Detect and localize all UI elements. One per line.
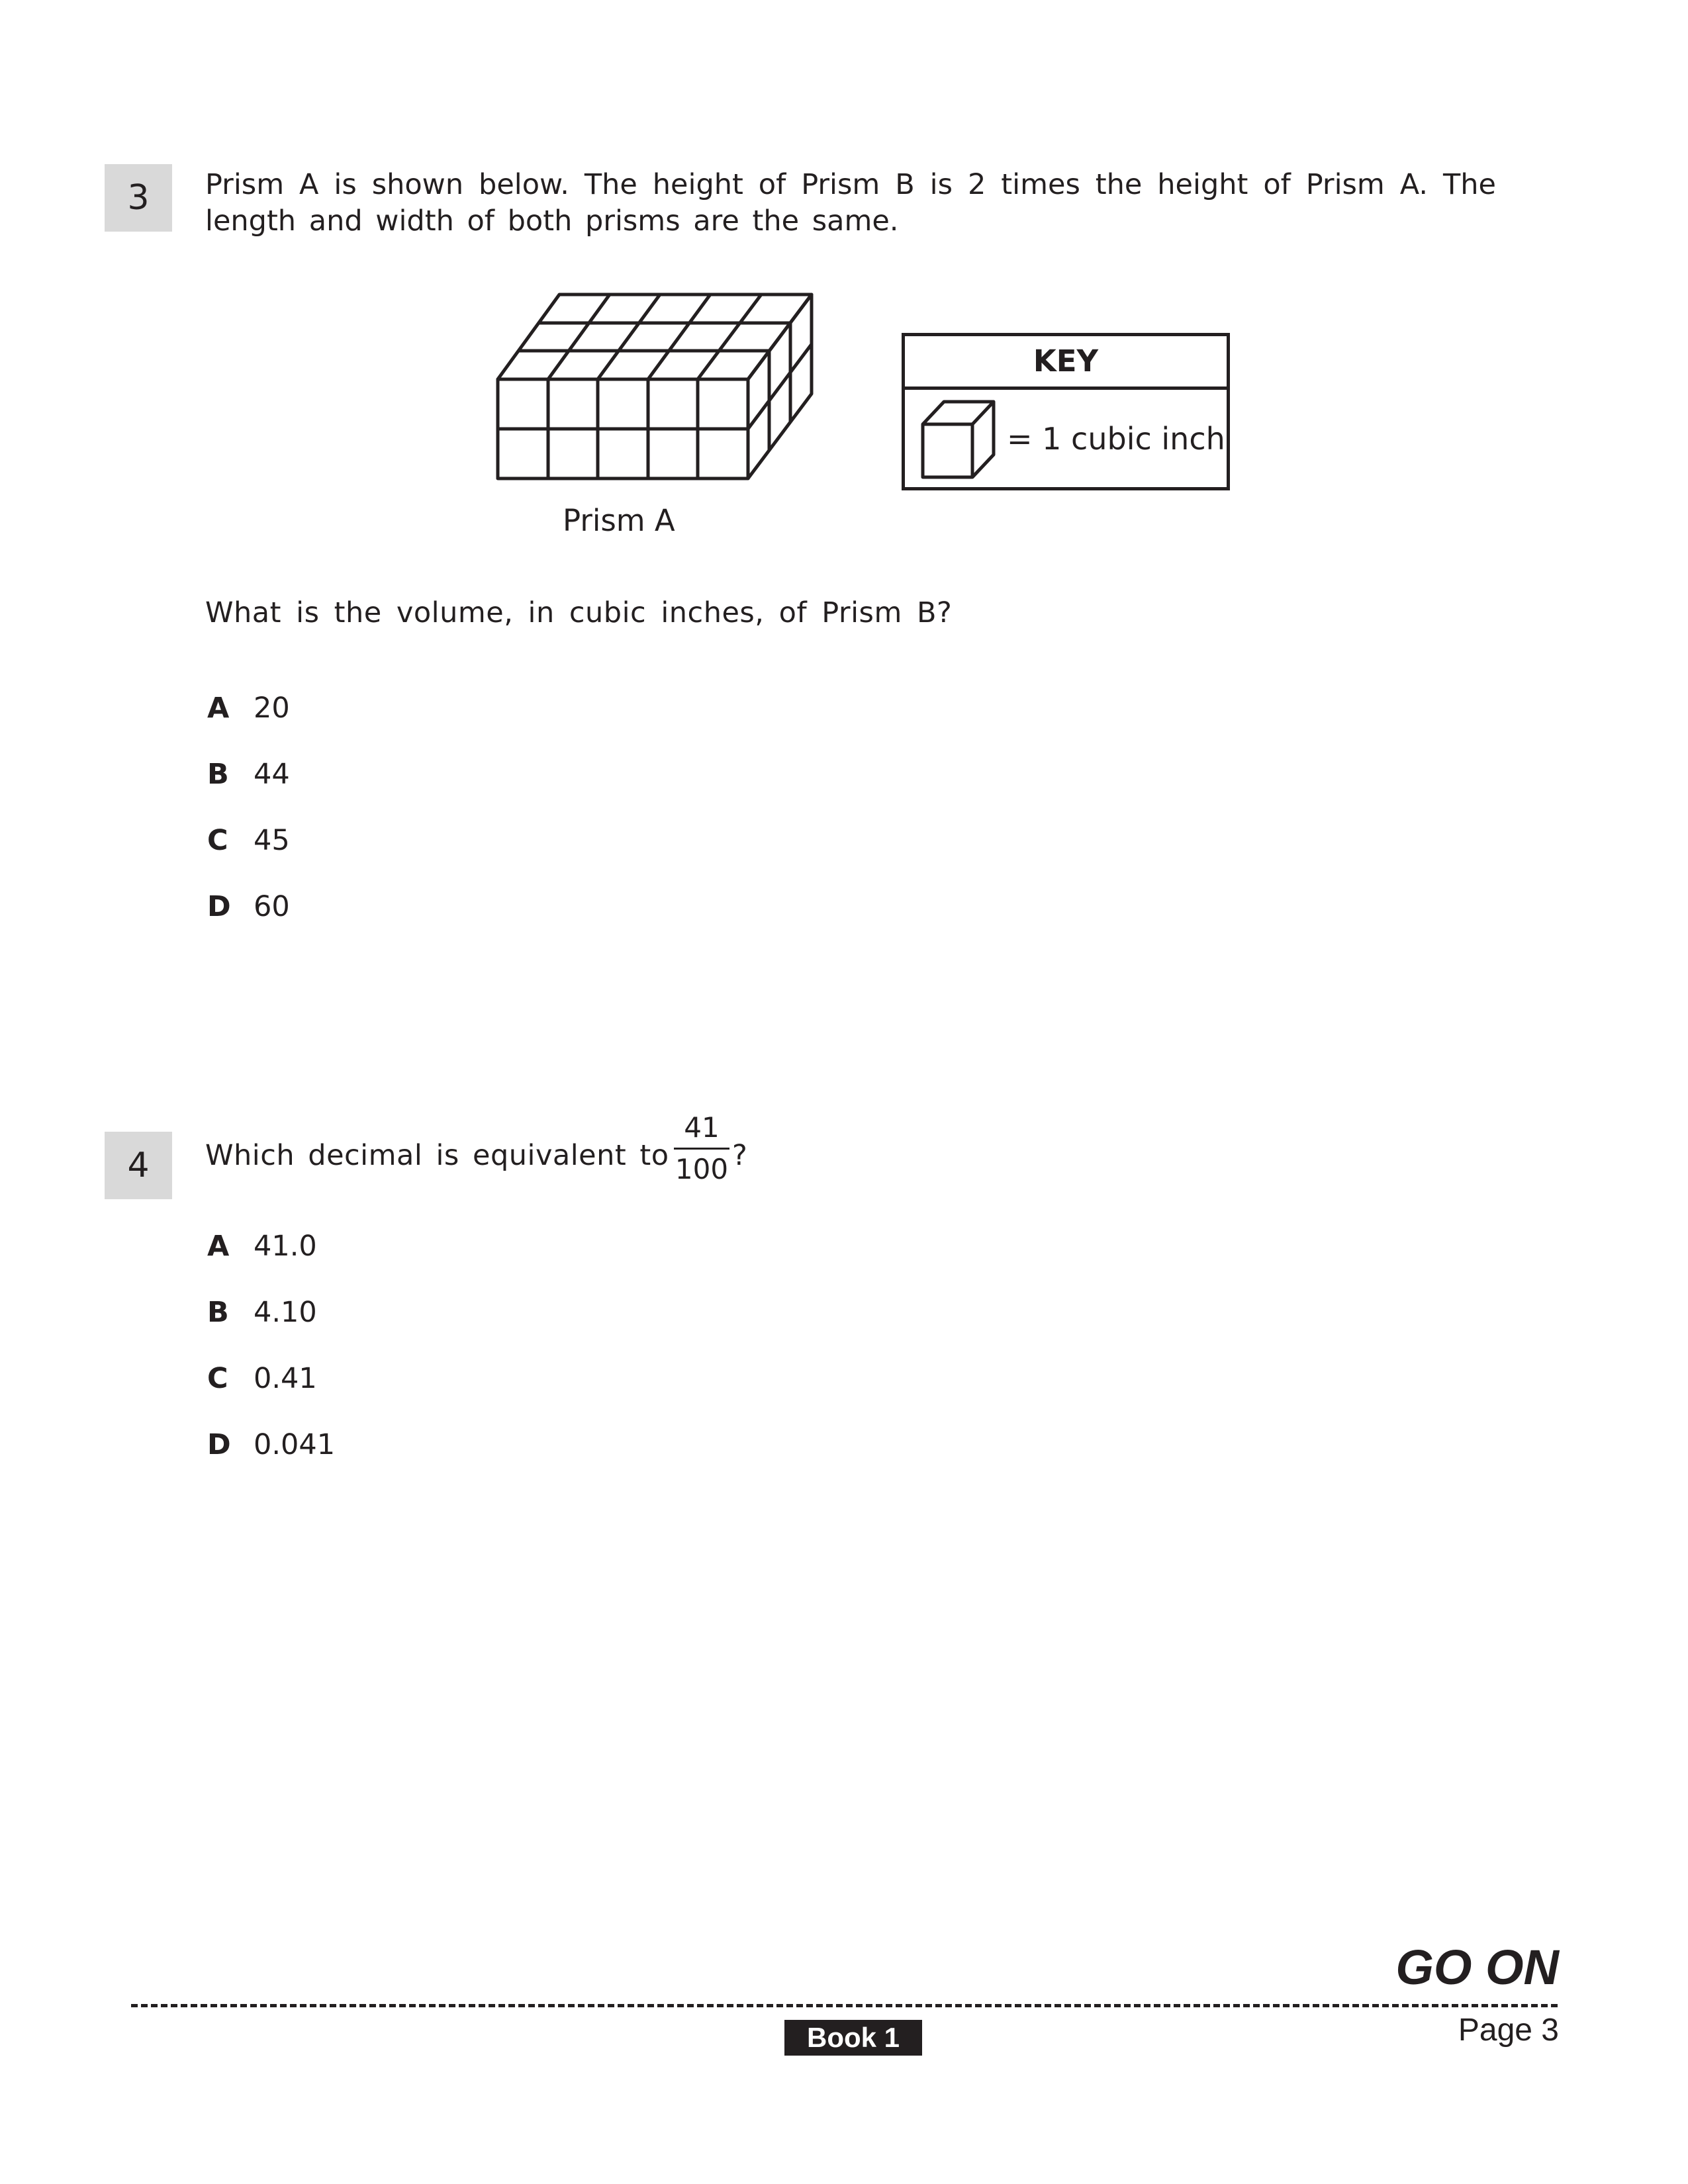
prism-a-caption: Prism A [563, 503, 675, 538]
q3-choice-d[interactable] [207, 888, 290, 925]
fraction-denominator: 100 [675, 1153, 729, 1185]
choice-letter: A [207, 1230, 230, 1263]
go-on-label: GO ON [1395, 1940, 1559, 1995]
choice-text: 41.0 [254, 1230, 317, 1263]
q4-choice-a[interactable] [207, 1228, 317, 1265]
choice-letter: B [207, 758, 229, 791]
choice-text: 0.41 [254, 1362, 317, 1395]
choice-text: 45 [254, 824, 290, 857]
key-text: = 1 cubic inch [1007, 421, 1225, 457]
question-3-stem-line-1: Prism A is shown below. The height of Prism B is 2 times the height of Prism A. The [205, 168, 1496, 201]
choice-text: 0.041 [254, 1428, 336, 1461]
page-number: Page 3 [1458, 2013, 1559, 2048]
q3-choice-a[interactable] [207, 690, 290, 727]
q4-choice-b[interactable] [207, 1294, 317, 1331]
cube-icon [921, 400, 994, 486]
choice-text: 60 [254, 890, 290, 923]
prism-a-figure [490, 288, 861, 500]
choice-letter: C [207, 824, 228, 857]
question-4-stem-suffix: ? [732, 1139, 748, 1172]
choice-letter: D [207, 890, 231, 923]
choice-letter: A [207, 692, 230, 725]
question-3-prompt: What is the volume, in cubic inches, of Prism B? [205, 596, 953, 629]
book-badge: Book 1 [784, 2020, 922, 2056]
question-3-number: 3 [105, 164, 172, 232]
choice-text: 20 [254, 692, 290, 725]
footer-divider [131, 2004, 1558, 2007]
key-box [902, 333, 1230, 490]
fraction-numerator: 41 [684, 1111, 720, 1144]
choice-letter: D [207, 1428, 231, 1461]
choice-text: 44 [254, 758, 290, 791]
q3-choice-b[interactable] [207, 756, 290, 793]
q4-choice-d[interactable] [207, 1426, 335, 1463]
key-title: KEY [905, 336, 1227, 390]
choice-text: 4.10 [254, 1296, 317, 1329]
question-4-number: 4 [105, 1132, 172, 1199]
q3-choice-c[interactable] [207, 822, 290, 859]
fraction-bar [674, 1148, 729, 1150]
question-4-stem: Which decimal is equivalent to [205, 1139, 669, 1172]
question-3-stem-line-2: length and width of both prisms are the same. [205, 205, 899, 238]
choice-letter: B [207, 1296, 229, 1329]
q4-choice-c[interactable] [207, 1360, 317, 1397]
choice-letter: C [207, 1362, 228, 1395]
fraction [674, 1111, 729, 1187]
